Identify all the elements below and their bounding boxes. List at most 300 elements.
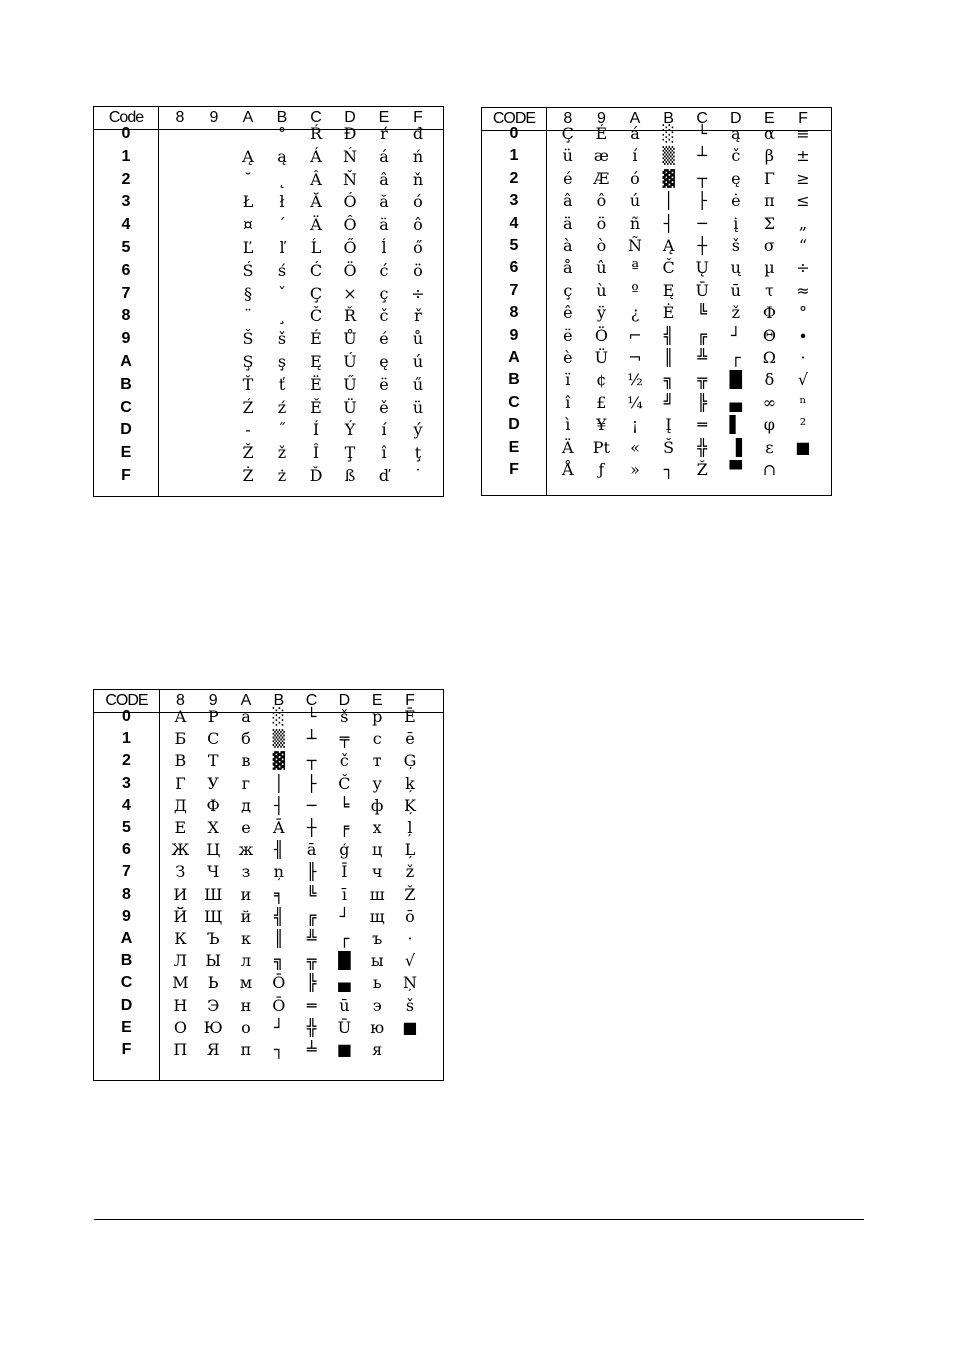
char-cell: ş — [277, 352, 287, 371]
code-header: Code — [108, 109, 144, 126]
char-cell: ° — [798, 303, 807, 323]
row-code-label: 0 — [509, 125, 519, 142]
char-cell: ë — [379, 374, 389, 394]
char-cell: п — [240, 1040, 252, 1059]
char-cell: Э — [207, 995, 220, 1015]
char-cell: ¢ — [596, 370, 607, 390]
char-cell: ž — [277, 443, 287, 463]
char-cell — [163, 419, 197, 441]
column-header: A — [240, 692, 252, 709]
char-cell: û — [596, 258, 607, 278]
char-cell: ė — [731, 191, 741, 211]
char-cell: « — [630, 437, 640, 457]
char-cell: в — [241, 751, 251, 771]
row-code-label: 7 — [509, 281, 519, 299]
char-cell: ─ — [306, 795, 317, 815]
char-cell: Ą — [662, 236, 675, 255]
char-cell: Ń — [343, 146, 357, 166]
row-code-label: D — [120, 996, 133, 1014]
char-cell: Ţ — [344, 443, 356, 463]
char-cell: ▄ — [338, 973, 351, 993]
char-cell: Ō — [272, 973, 286, 993]
char-cell: ╒ — [339, 818, 350, 837]
char-cell: Ī — [341, 862, 348, 882]
char-cell: ë — [563, 325, 573, 345]
char-cell: ┘ — [339, 906, 350, 926]
char-cell: Ą — [242, 146, 254, 166]
char-cell — [197, 191, 231, 213]
char-cell — [394, 1039, 427, 1061]
row-code-label: 1 — [121, 147, 131, 165]
char-cell: е — [241, 818, 251, 837]
char-cell: Á — [310, 146, 322, 166]
char-cell: О — [173, 1017, 187, 1037]
char-cell: ╘ — [339, 795, 350, 815]
char-cell: ∙ — [799, 325, 807, 345]
char-cell: ╦ — [697, 370, 707, 390]
char-cell: Г — [175, 773, 186, 793]
char-cell: ł — [279, 192, 285, 212]
char-cell: Ļ — [404, 840, 416, 860]
char-cell: ╩ — [306, 929, 317, 948]
char-cell: ˙ — [414, 466, 422, 485]
column-header: F — [405, 692, 415, 709]
char-cell: ¡ — [631, 415, 639, 435]
char-cell: ═ — [306, 995, 317, 1015]
char-cell: ⌐ — [628, 325, 642, 345]
column-header: 8 — [175, 692, 185, 709]
charset-table-2 — [481, 107, 832, 496]
row-code-label: A — [120, 353, 132, 370]
char-cell: ├ — [306, 773, 317, 793]
char-cell: ш — [369, 884, 385, 904]
char-cell: ö — [596, 213, 607, 233]
char-cell: ║ — [663, 348, 674, 367]
char-cell: Æ — [593, 168, 610, 188]
char-cell: ж — [238, 840, 254, 860]
char-cell: ž — [731, 303, 741, 323]
char-cell: Ę — [310, 352, 322, 371]
char-cell: ю — [370, 1017, 385, 1037]
char-cell — [197, 123, 231, 145]
column-header: A — [629, 110, 641, 127]
char-cell: ó — [413, 192, 423, 212]
char-cell: ª — [631, 258, 639, 278]
char-cell: ľ — [279, 238, 285, 257]
char-cell: Ú — [343, 352, 357, 371]
char-cell: ■ — [336, 1040, 352, 1059]
char-cell: ķ — [405, 773, 415, 793]
char-cell — [163, 374, 197, 396]
row-code-label: 0 — [121, 125, 131, 142]
char-cell: δ — [764, 370, 775, 390]
row-code-label: 0 — [122, 708, 131, 725]
char-cell: Ó — [343, 192, 357, 212]
char-cell: Ė — [662, 303, 675, 323]
char-cell: ˘ — [244, 169, 252, 189]
char-cell: í — [381, 420, 387, 440]
char-cell: ≡ — [796, 124, 810, 143]
char-cell: Ő — [343, 238, 357, 257]
char-cell: ś — [277, 260, 287, 280]
char-cell: ░ — [662, 124, 675, 143]
char-cell: Ë — [310, 374, 322, 394]
char-cell: ╩ — [697, 348, 707, 367]
char-cell: З — [175, 862, 186, 882]
row-code-label: E — [508, 438, 520, 456]
char-cell: ç — [563, 280, 573, 300]
char-cell: Ç — [561, 124, 574, 143]
row-code-label: 9 — [121, 330, 131, 348]
char-cell — [197, 442, 231, 464]
char-cell: Ы — [205, 951, 222, 971]
char-cell: Ь — [207, 973, 219, 993]
char-cell: Î — [312, 443, 320, 463]
char-cell: Ф — [206, 795, 220, 815]
column-header: D — [338, 692, 351, 709]
char-cell — [197, 328, 231, 350]
char-cell: ╢ — [273, 840, 284, 860]
char-cell: Ě — [310, 397, 322, 417]
char-cell: ç — [379, 283, 389, 303]
char-cell: î — [381, 443, 387, 463]
char-cell: ┴ — [306, 729, 317, 749]
char-cell: £ — [596, 392, 607, 412]
row-code-label: 7 — [121, 284, 131, 302]
column-header: 9 — [208, 692, 218, 709]
char-cell — [163, 351, 197, 373]
char-cell: å — [563, 258, 573, 278]
char-cell: ½ — [627, 370, 643, 390]
char-cell: Č — [338, 773, 351, 793]
char-cell: ¿ — [630, 303, 640, 323]
char-cell — [197, 237, 231, 259]
char-cell: й — [240, 906, 252, 926]
row-code-label: C — [508, 393, 520, 411]
row-code-label: 8 — [122, 885, 131, 903]
char-cell — [197, 305, 231, 327]
char-cell: н — [240, 995, 252, 1015]
char-cell: ô — [596, 191, 607, 211]
char-cell: ć — [379, 260, 389, 280]
char-cell: ╦ — [306, 951, 317, 971]
column-header: 9 — [209, 109, 219, 126]
char-cell: ▐ — [729, 437, 742, 457]
char-cell: ▓ — [662, 168, 675, 188]
column-header: C — [310, 109, 322, 126]
char-cell: â — [379, 169, 389, 189]
char-cell: Ģ — [403, 751, 417, 771]
char-cell: ▌ — [729, 415, 742, 435]
char-cell: ┌ — [730, 348, 741, 367]
char-cell: à — [563, 236, 573, 255]
column-header: B — [276, 109, 288, 126]
column-header: E — [378, 109, 390, 126]
char-cell: µ — [764, 258, 775, 278]
char-cell: х — [372, 818, 382, 837]
column-header: 8 — [563, 110, 573, 127]
char-cell: ┐ — [273, 1040, 284, 1059]
char-cell: Й — [173, 906, 188, 926]
char-cell: ⁿ — [799, 392, 807, 412]
char-cell: ĺ — [381, 238, 387, 257]
char-cell: ý — [413, 420, 423, 440]
char-cell: с — [372, 729, 382, 749]
char-cell: Ľ — [242, 238, 254, 257]
char-cell: ü — [412, 397, 424, 417]
column-header: F — [413, 109, 423, 126]
char-cell: ≥ — [796, 168, 810, 188]
char-cell — [163, 237, 197, 259]
footer-rule — [94, 1219, 864, 1220]
char-cell: у — [372, 773, 382, 793]
char-cell: ¬ — [628, 348, 642, 367]
char-cell: ñ — [629, 213, 641, 233]
char-cell: Ц — [206, 840, 221, 860]
char-cell: ╟ — [306, 862, 317, 882]
char-cell: º — [631, 280, 639, 300]
char-cell: Ç — [309, 283, 323, 303]
char-cell: ä — [379, 215, 389, 235]
char-cell: í — [632, 146, 638, 166]
char-cell — [197, 351, 231, 373]
char-cell: П — [173, 1040, 188, 1059]
char-cell: Ķ — [404, 795, 416, 815]
char-cell — [163, 214, 197, 236]
char-cell: ű — [412, 374, 424, 394]
char-cell: » — [630, 460, 640, 479]
char-cell: ţ — [414, 443, 422, 463]
char-cell: ˇ — [278, 283, 286, 303]
char-cell: Ď — [309, 466, 323, 485]
code-column-divider — [159, 690, 160, 1080]
char-cell: ╝ — [663, 392, 674, 412]
char-cell: √ — [797, 370, 809, 390]
char-cell: ő — [413, 238, 423, 257]
char-cell: Ü — [343, 397, 357, 417]
char-cell: ô — [413, 215, 423, 235]
char-cell: ņ — [273, 862, 284, 882]
char-cell: Ž — [404, 884, 416, 904]
char-cell: ¥ — [596, 415, 607, 435]
char-cell: Р — [207, 707, 219, 726]
char-cell: ╚ — [697, 303, 707, 323]
char-cell: Ñ — [627, 236, 642, 255]
char-cell: С — [207, 729, 220, 749]
char-cell — [197, 419, 231, 441]
char-cell: Т — [207, 751, 219, 771]
char-cell — [163, 465, 197, 487]
row-code-label: 4 — [122, 796, 131, 814]
char-cell: ╗ — [273, 951, 284, 971]
char-cell: Ā — [273, 818, 285, 837]
char-cell: ą — [731, 124, 741, 143]
char-cell: ÷ — [796, 258, 810, 278]
char-cell: ≤ — [796, 191, 810, 211]
char-cell: ú — [412, 352, 424, 371]
char-cell: ź — [277, 397, 287, 417]
char-cell — [197, 260, 231, 282]
char-cell: Ä — [562, 437, 574, 457]
char-cell: л — [240, 951, 252, 971]
char-cell: Γ — [763, 168, 775, 188]
char-cell: Ť — [242, 374, 254, 394]
char-cell: м — [239, 973, 253, 993]
char-cell: ∩ — [762, 460, 777, 479]
column-header: A — [242, 109, 254, 126]
char-cell — [197, 397, 231, 419]
char-cell: ▓ — [272, 751, 285, 771]
char-cell: č — [379, 306, 389, 326]
row-code-label: 9 — [122, 907, 131, 925]
char-cell: И — [173, 884, 188, 904]
char-cell: В — [174, 751, 187, 771]
char-cell: Щ — [204, 906, 223, 926]
char-cell: У — [207, 773, 219, 793]
char-cell: É — [595, 124, 608, 143]
char-cell: ┤ — [663, 213, 674, 233]
char-cell: щ — [369, 906, 385, 926]
char-cell: β — [764, 146, 775, 166]
char-cell: ┤ — [273, 795, 284, 815]
char-cell: Č — [309, 306, 323, 326]
char-cell: Б — [174, 729, 187, 749]
char-cell — [163, 442, 197, 464]
char-cell: ř — [414, 306, 422, 326]
row-code-label: 6 — [121, 261, 131, 279]
char-cell: Ш — [204, 884, 223, 904]
char-cell: ü — [562, 146, 573, 166]
char-cell: ╔ — [697, 325, 707, 345]
char-cell: Ŕ — [309, 124, 323, 143]
char-cell: ┘ — [730, 325, 741, 345]
char-cell: ď — [378, 466, 390, 485]
row-code-label: E — [120, 444, 132, 462]
char-cell: ˝ — [278, 420, 286, 440]
char-cell: Ю — [203, 1017, 223, 1037]
row-code-label: 8 — [509, 304, 519, 322]
char-cell: Х — [207, 818, 219, 837]
char-cell: ├ — [697, 191, 707, 211]
row-code-label: 3 — [121, 193, 131, 211]
char-cell: Ž — [242, 443, 254, 463]
char-cell: ы — [370, 951, 384, 971]
char-cell: š — [731, 236, 740, 255]
char-cell: ┘ — [273, 1017, 284, 1037]
char-cell: ┬ — [697, 168, 707, 188]
char-cell: ž — [405, 862, 415, 882]
char-cell: ģ — [339, 840, 350, 860]
char-cell: Í — [312, 420, 320, 440]
char-cell — [163, 283, 197, 305]
char-cell: į — [733, 213, 739, 233]
char-cell: š — [405, 995, 415, 1015]
char-cell: ŕ — [380, 124, 388, 143]
row-code-label: 5 — [121, 239, 131, 256]
char-cell — [197, 465, 231, 487]
char-cell: Л — [173, 951, 188, 971]
char-cell: ļ — [407, 818, 413, 837]
char-cell: ¼ — [627, 392, 643, 412]
char-cell: ´ — [278, 215, 286, 235]
row-code-label: 5 — [509, 237, 519, 254]
char-cell: │ — [273, 773, 284, 793]
char-cell: ä — [563, 213, 573, 233]
char-cell: э — [372, 995, 382, 1015]
char-cell: Φ — [762, 303, 776, 323]
char-cell: Ж — [171, 840, 190, 860]
char-cell: к — [240, 929, 251, 948]
char-cell: đ — [412, 124, 424, 143]
row-code-label: 1 — [122, 730, 131, 748]
char-cell: Pt — [592, 437, 610, 457]
char-cell: Ź — [242, 397, 254, 417]
char-cell — [197, 146, 231, 168]
char-cell: ═ — [697, 415, 707, 435]
row-code-label: 9 — [509, 326, 519, 344]
char-cell: ù — [596, 280, 607, 300]
char-cell: Д — [173, 795, 187, 815]
char-cell: Ē — [404, 707, 416, 726]
char-cell: š — [277, 329, 287, 349]
char-cell: ╕ — [273, 884, 284, 904]
column-header: D — [730, 110, 742, 127]
char-cell: ▒ — [662, 146, 675, 166]
char-cell: ≈ — [796, 280, 810, 300]
row-code-label: 1 — [509, 147, 519, 165]
char-cell: Ę — [662, 280, 675, 300]
column-header: 8 — [175, 109, 185, 126]
char-cell: ┼ — [697, 236, 707, 255]
char-cell — [197, 283, 231, 305]
char-cell: ū — [339, 995, 350, 1015]
char-cell: █ — [729, 370, 742, 390]
char-cell: б — [241, 729, 251, 749]
char-cell: ż — [277, 466, 287, 485]
row-code-label: B — [508, 371, 520, 389]
char-cell: é — [379, 329, 389, 349]
row-code-label: F — [121, 1041, 132, 1058]
char-cell: Ű — [343, 374, 357, 394]
column-header: F — [798, 110, 808, 127]
char-cell: τ — [764, 280, 774, 300]
char-cell: о — [241, 1017, 251, 1037]
column-header: C — [305, 692, 318, 709]
char-cell: ē — [405, 729, 415, 749]
row-code-label: D — [508, 416, 520, 434]
char-cell: ▒ — [272, 729, 285, 749]
char-cell: Ĺ — [310, 238, 322, 257]
char-cell: Ų — [695, 258, 709, 278]
char-cell — [163, 146, 197, 168]
char-cell: Ř — [343, 306, 357, 326]
column-header: B — [663, 110, 674, 127]
char-cell: č — [731, 146, 741, 166]
char-cell: ê — [563, 303, 573, 323]
char-cell: č — [339, 751, 349, 771]
char-cell: │ — [663, 191, 674, 211]
char-cell: ь — [372, 973, 382, 993]
char-cell: ° — [278, 124, 286, 143]
char-cell: Ž — [696, 460, 708, 479]
char-cell: ■ — [795, 437, 811, 457]
char-cell: ╠ — [697, 392, 707, 412]
char-cell — [163, 305, 197, 327]
char-cell: Ś — [242, 260, 254, 280]
char-cell: ¨ — [244, 306, 252, 326]
char-cell: ╣ — [273, 906, 284, 926]
char-cell: └ — [306, 707, 317, 726]
